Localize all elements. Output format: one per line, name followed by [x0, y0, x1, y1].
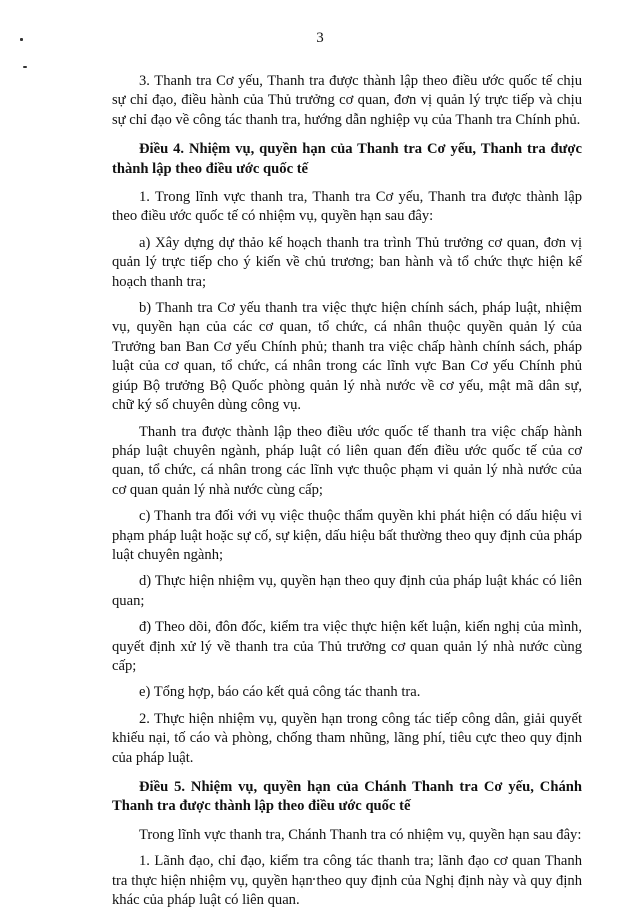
paragraph-4-1-b-cont: Thanh tra được thành lập theo điều ước quốc tế thanh tra việc chấp hành pháp luật chuyên ngành, pháp luật có liên quan đến điều ước quốc tế của cơ quan, tổ chức, cá nhân trong các lĩnh vực thuộc phạm vi quản lý nhà nước của cơ quan quản lý nhà nước cùng cấp; — [112, 423, 582, 498]
article-4-heading: Điều 4. Nhiệm vụ, quyền hạn của Thanh tra Cơ yếu, Thanh tra được thành lập theo điều ước quốc tế — [112, 141, 582, 177]
paragraph-5-1: 1. Lãnh đạo, chỉ đạo, kiểm tra công tác thanh tra; lãnh đạo cơ quan Thanh tra thực hiện nhiệm vụ, quyền hạn theo quy định của Nghị định này và quy định khác của pháp luật có liên quan. — [112, 853, 582, 909]
paragraph-4-1-b: b) Thanh tra Cơ yếu thanh tra việc thực hiện chính sách, pháp luật, nhiệm vụ, quyền hạn của các cơ quan, tổ chức, cá nhân thuộc quyền quản lý của Trưởng ban Ban Cơ yếu Chính phủ; thanh tra việc chấp hành chính sách, pháp luật của cơ quan, tổ chức, cá nhân trong các lĩnh vực Ban Cơ yếu Chính phủ giúp Bộ trưởng Bộ Quốc phòng quản lý nhà nước về cơ yếu, mật mã dân sự, chữ ký số chuyên dùng công vụ. — [112, 300, 582, 414]
document-body — [112, 72, 582, 917]
paragraph-4-1-e: e) Tổng hợp, báo cáo kết quả công tác thanh tra. — [139, 684, 421, 701]
paragraph-3: 3. Thanh tra Cơ yếu, Thanh tra được thành lập theo điều ước quốc tế chịu sự chỉ đạo, điều hành của Thủ trưởng cơ quan, đơn vị quản lý trực tiếp và chịu sự chỉ đạo về công tác thanh tra, hướng dẫn nghiệp vụ của Thanh tra Chính phủ. — [112, 73, 582, 128]
paragraph-4-1: 1. Trong lĩnh vực thanh tra, Thanh tra Cơ yếu, Thanh tra được thành lập theo điều ước quốc tế có nhiệm vụ, quyền hạn sau đây: — [112, 189, 582, 225]
paragraph-4-2: 2. Thực hiện nhiệm vụ, quyền hạn trong công tác tiếp công dân, giải quyết khiếu nại, tố cáo và phòng, chống tham nhũng, lãng phí, tiêu cực theo quy định của pháp luật. — [112, 710, 582, 766]
scan-mark — [23, 66, 27, 68]
paragraph-4-1-c: c) Thanh tra đối với vụ việc thuộc thẩm quyền khi phát hiện có dấu hiệu vi phạm pháp luật hoặc sự cố, sự kiện, dấu hiệu bất thường theo quy định của pháp luật chuyên ngành; — [112, 508, 582, 563]
paragraph-4-1-dd: đ) Theo dõi, đôn đốc, kiểm tra việc thực hiện kết luận, kiến nghị của mình, quyết định xử lý về thanh tra của Thủ trưởng cơ quan quản lý nhà nước cùng cấp; — [112, 619, 582, 674]
paragraph-4-1-a: a) Xây dựng dự thảo kế hoạch thanh tra trình Thủ trưởng cơ quan, đơn vị quản lý trực tiếp cho ý kiến về chủ trương; ban hành và tổ chức thực hiện kế hoạch thanh tra; — [112, 234, 582, 290]
article-5-heading: Điều 5. Nhiệm vụ, quyền hạn của Chánh Thanh tra Cơ yếu, Chánh Thanh tra được thành lập theo điều ước quốc tế — [112, 779, 582, 815]
page-number: 3 — [316, 30, 324, 46]
paragraph-5-intro: Trong lĩnh vực thanh tra, Chánh Thanh tra có nhiệm vụ, quyền hạn sau đây: — [139, 826, 582, 843]
paragraph-4-1-d: d) Thực hiện nhiệm vụ, quyền hạn theo quy định của pháp luật khác có liên quan; — [112, 573, 582, 609]
